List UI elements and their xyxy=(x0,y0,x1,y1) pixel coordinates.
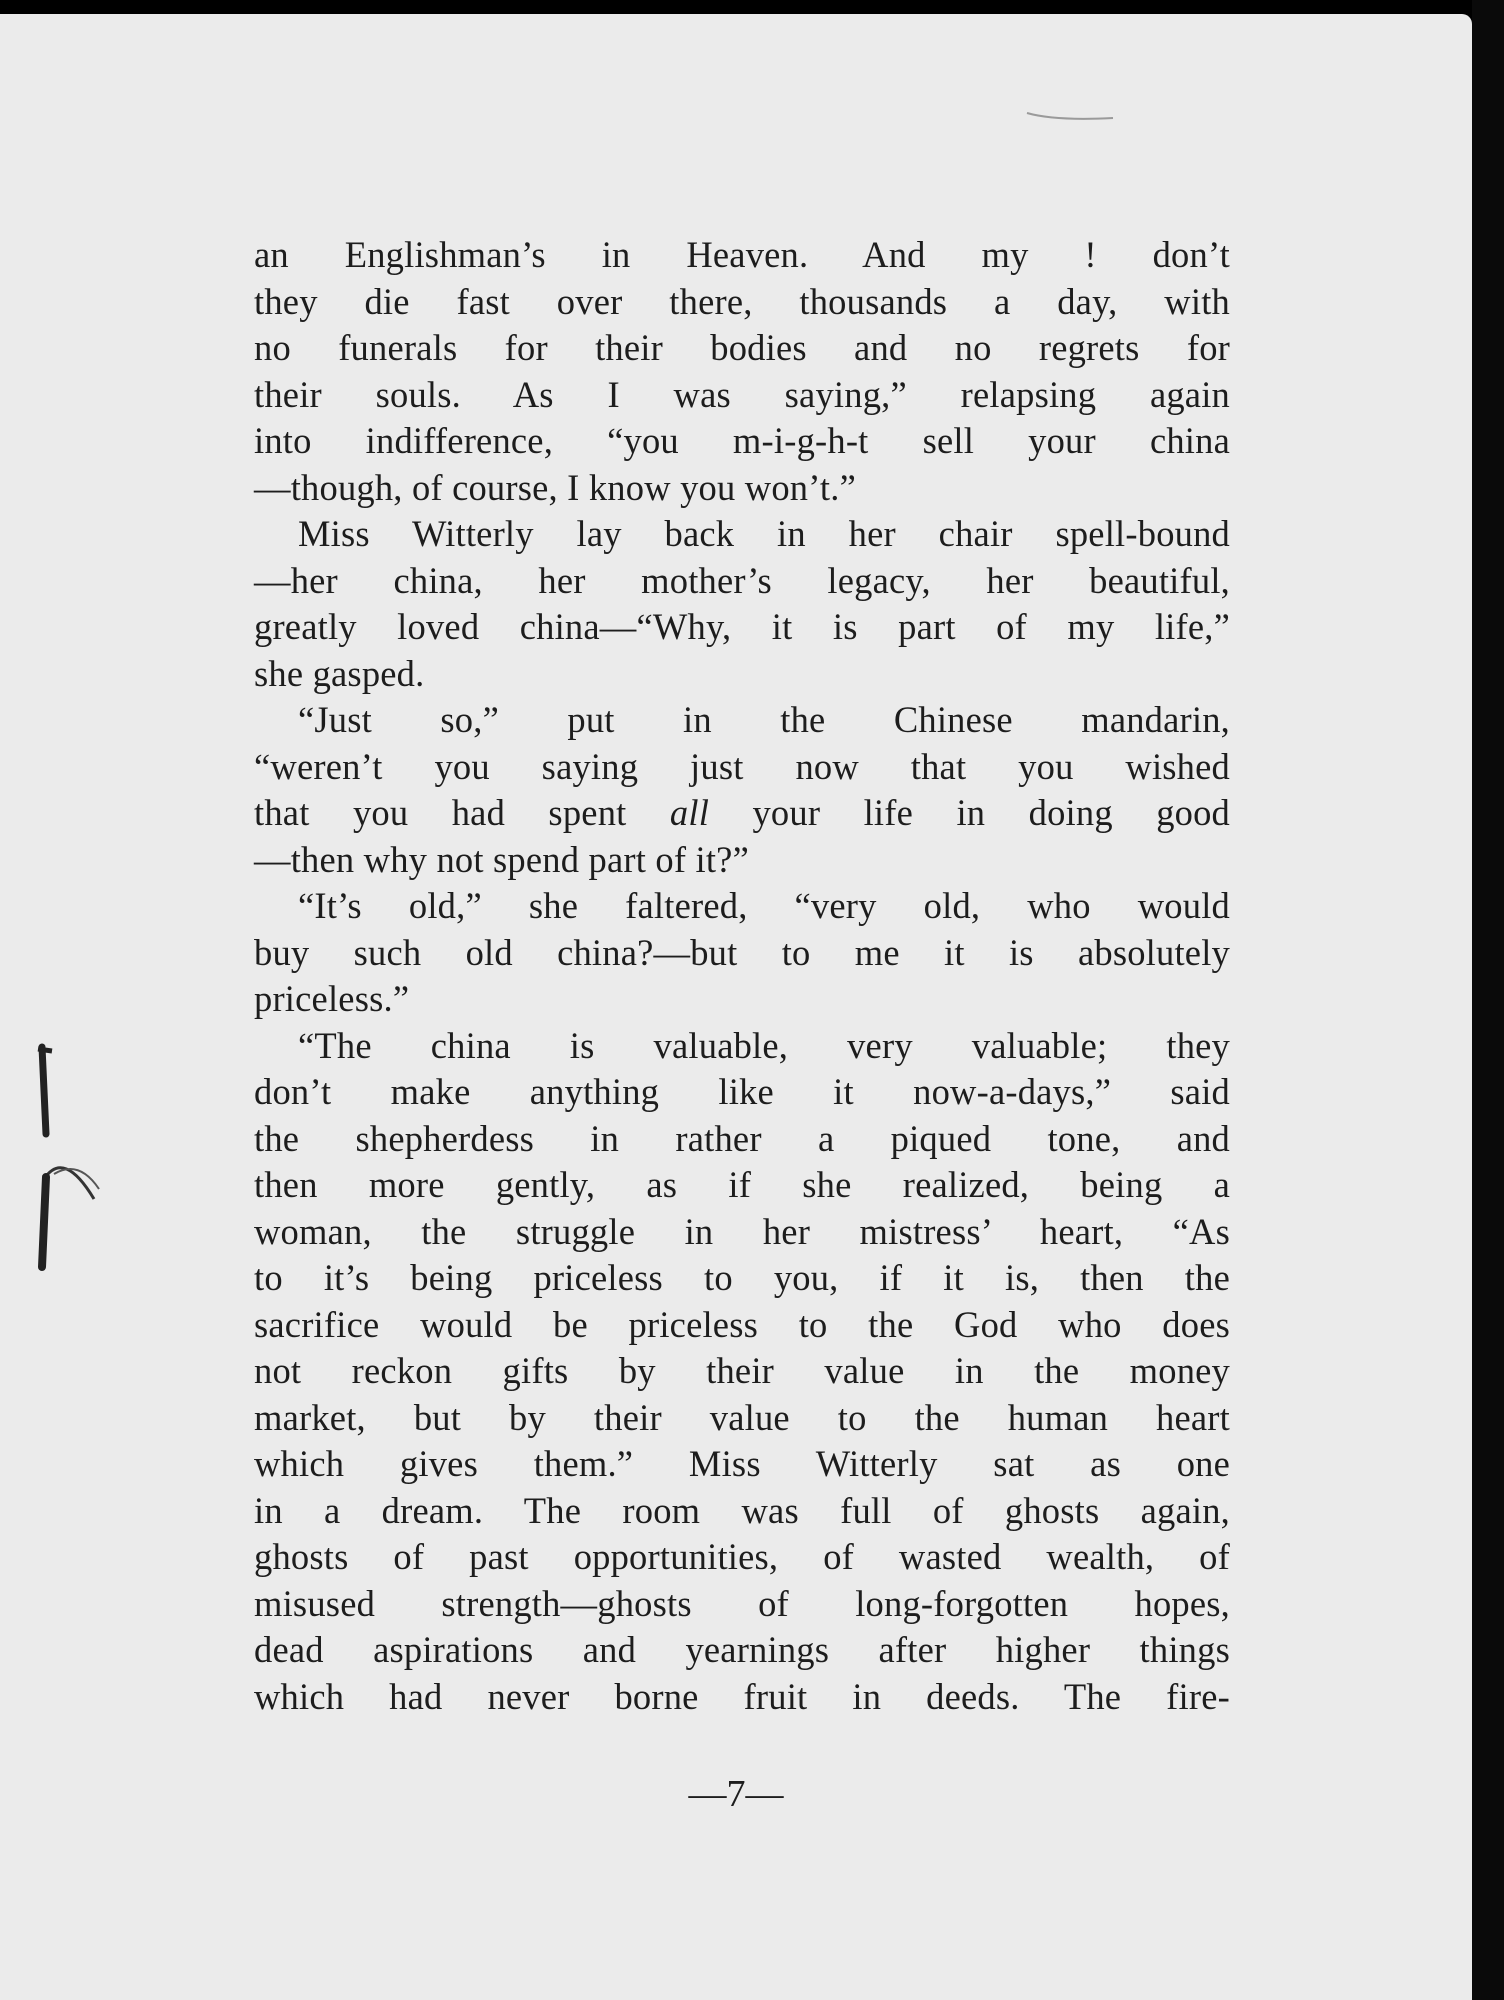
text-line: Miss Witterly lay back in her chair spell-bound xyxy=(298,513,1230,554)
page-smudge-mark xyxy=(1025,109,1115,121)
text-line: into indifference, “you m-i-g-h-t sell your china xyxy=(254,420,1230,461)
text-line: then more gently, as if she realized, being a xyxy=(254,1164,1230,1205)
text-line: sacrifice would be priceless to the God who does xyxy=(254,1303,1230,1345)
text-line: which gives them.” Miss Witterly sat as one xyxy=(254,1443,1230,1484)
text-line: they die fast over there, thousands a day, with xyxy=(254,280,1230,322)
text-line: “weren’t you saying just now that you wished xyxy=(254,745,1230,787)
text-line: buy such old china?—but to me it is absolutely xyxy=(254,931,1230,973)
text-line: that you had spent all your life in doing good xyxy=(254,792,1231,833)
page-number: —7— xyxy=(688,1773,784,1815)
text-line: not reckon gifts by their value in the money xyxy=(254,1350,1230,1391)
text-line: priceless.” xyxy=(254,978,410,1019)
text-line: “The china is valuable, very valuable; they xyxy=(298,1024,1230,1066)
text-line: she gasped. xyxy=(254,652,425,694)
text-line: don’t make anything like it now-a-days,” said xyxy=(254,1071,1230,1112)
text-line: —then why not spend part of it?” xyxy=(254,838,749,880)
text-line: —though, of course, I know you won’t.” xyxy=(254,466,856,508)
binding-thread-mark xyxy=(24,1039,104,1279)
text-line: greatly loved china—“Why, it is part of my life,” xyxy=(254,606,1230,647)
text-line: ghosts of past opportunities, of wasted wealth, of xyxy=(254,1536,1230,1577)
emphasis-word: all xyxy=(669,792,710,833)
scan-border xyxy=(1472,0,1504,2000)
text-line: —her china, her mother’s legacy, her beautiful, xyxy=(254,559,1230,601)
text-line: their souls. As I was saying,” relapsing again xyxy=(254,373,1230,415)
book-page xyxy=(0,14,1472,2000)
text-line: “Just so,” put in the Chinese mandarin, xyxy=(298,699,1230,740)
text-line: dead aspirations and yearnings after higher things xyxy=(254,1629,1230,1670)
text-line: the shepherdess in rather a piqued tone, and xyxy=(254,1117,1230,1159)
text-line: “It’s old,” she faltered, “very old, who would xyxy=(298,885,1230,926)
text-line: misused strength—ghosts of long-forgotten hopes, xyxy=(254,1582,1230,1624)
text-line: no funerals for their bodies and no regrets for xyxy=(254,327,1230,368)
text-line: woman, the struggle in her mistress’ heart, “As xyxy=(254,1210,1230,1252)
text-line: in a dream. The room was full of ghosts again, xyxy=(254,1489,1230,1531)
text-line: to it’s being priceless to you, if it is, then the xyxy=(254,1257,1230,1298)
body-text xyxy=(254,232,1230,1720)
text-line: an Englishman’s in Heaven. And my ! don’t xyxy=(254,234,1230,275)
text-line: market, but by their value to the human heart xyxy=(254,1396,1230,1438)
text-line: which had never borne fruit in deeds. The fire- xyxy=(254,1675,1230,1717)
